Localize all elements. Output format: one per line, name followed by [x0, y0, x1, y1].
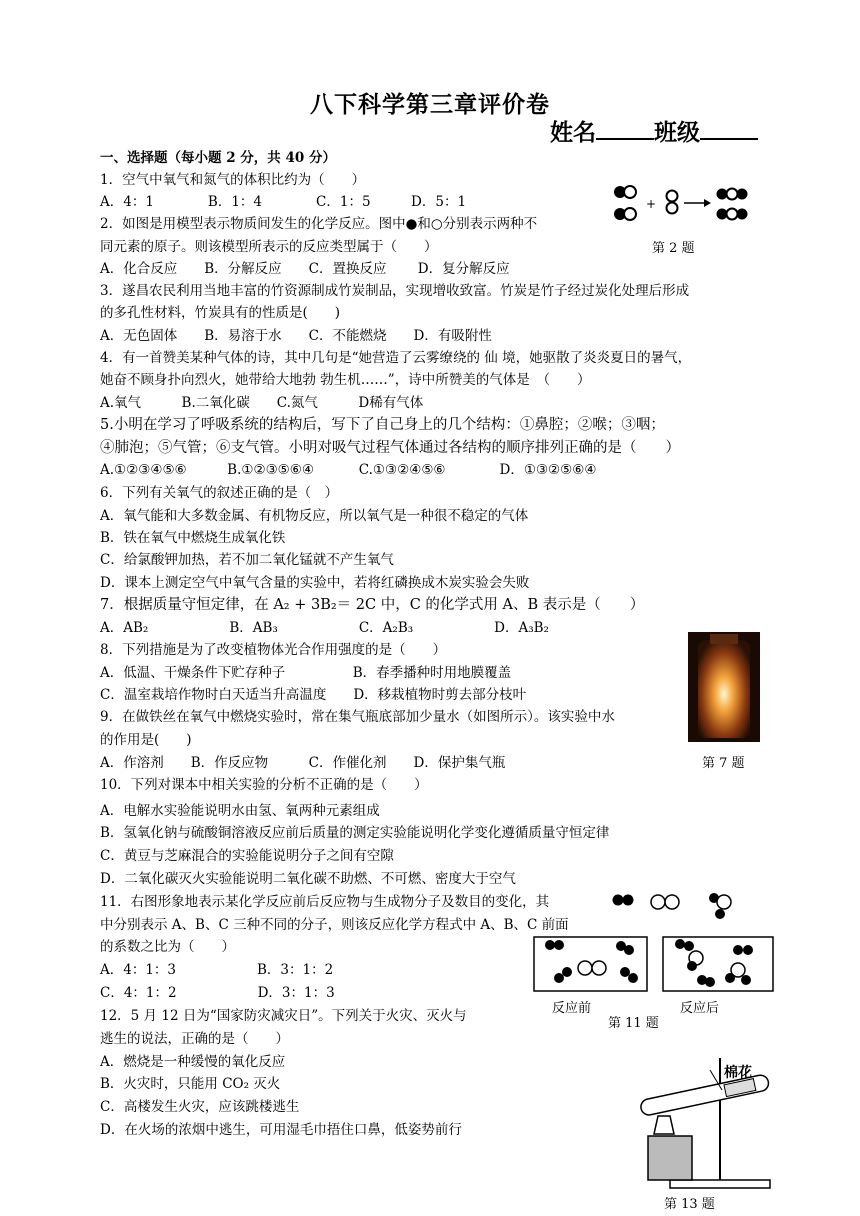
question-line: C．黄豆与芝麻混合的实验能说明分子之间有空隙	[100, 848, 394, 864]
question-line: C．高楼发生火灾，应该跳楼逃生	[100, 1099, 300, 1115]
question-line: 7．根据质量守恒定律，在 A₂ + 3B₂＝ 2C 中，C 的化学式用 A、B 表示是（ ）	[100, 597, 645, 613]
question-line: A．氧气能和大多数金属、有机物反应，所以氧气是一种很不稳定的气体	[100, 508, 529, 524]
figure-caption: 第 13 题	[664, 1197, 715, 1212]
question-line: 的作用是( )	[100, 732, 192, 748]
class-label: 班级	[654, 120, 700, 146]
before-reaction-box	[533, 936, 648, 992]
question-line: B．火灾时，只能用 CO₂ 灭火	[100, 1076, 281, 1092]
question-line: 逃生的说法，正确的是（ ）	[100, 1031, 289, 1047]
question-line: 11．右图形象地表示某化学反应前后反应物与生成物分子及数目的变化，其	[100, 894, 550, 910]
name-blank[interactable]	[596, 118, 654, 140]
class-blank[interactable]	[700, 118, 758, 140]
question-line: A．低温、干燥条件下贮存种子 B．春季播种时用地膜覆盖	[100, 665, 512, 681]
question-line: C．4：1：2 D．3：1：3	[100, 985, 335, 1001]
svg-text:+: +	[646, 197, 657, 211]
question-line: 1．空气中氧气和氮气的体积比约为（ ）	[100, 172, 366, 188]
question-line: 她奋不顾身扑向烈火，她带给大地勃 勃生机……”，诗中所赞美的气体是 （ ）	[100, 372, 591, 388]
before-label: 反应前	[552, 1001, 592, 1016]
question-line: 2．如图是用模型表示物质间发生的化学反应。图中●和○分别表示两种不	[100, 216, 538, 232]
question-line: 8．下列措施是为了改变植物体光合作用强度的是（ ）	[100, 642, 447, 658]
question-line: A．化合反应 B．分解反应 C．置换反应 D．复分解反应	[100, 261, 510, 277]
question-line: D．课本上测定空气中氧气含量的实验中，若将红磷换成木炭实验会失败	[100, 575, 530, 591]
question-line: 4．有一首赞美某种气体的诗，其中几句是“她营造了云雾缭绕的 仙 境，她驱散了炎炎夏日的暑气，	[100, 350, 692, 366]
question-line: C．给氯酸钾加热，若不加二氧化锰就不产生氧气	[100, 552, 394, 568]
question-line: 的多孔性材料，竹炭具有的性质是( )	[100, 305, 341, 321]
question-line: D．在火场的浓烟中逃生，可用湿毛巾捂住口鼻，低姿势前行	[100, 1122, 462, 1138]
question-line: ④肺泡；⑤气管；⑥支气管。小明对吸气过程气体通过各结构的顺序排列正确的是（ ）	[100, 440, 680, 456]
question-line: 5.小明在学习了呼吸系统的结构后，写下了自己身上的几个结构：①鼻腔；②喉；③咽；	[100, 417, 665, 433]
page-title: 八下科学第三章评价卷	[310, 92, 550, 118]
question-line: 中分别表示 A、B、C 三种不同的分子，则该反应化学方程式中 A、B、C 前面	[100, 917, 569, 933]
question-line: 的系数之比为（ ）	[100, 939, 235, 955]
question-line: 3．遂昌农民利用当地丰富的竹资源制成竹炭制品，实现增收致富。竹炭是竹子经过炭化处理后形成	[100, 283, 690, 299]
question-line: 12．5 月 12 日为“国家防灾减灾日”。下列关于火灾、灭火与	[100, 1008, 467, 1024]
question-line: A．燃烧是一种缓慢的氧化反应	[100, 1054, 286, 1070]
figure-caption: 第 7 题	[702, 756, 745, 771]
question-line: A．无色固体 B．易溶于水 C．不能燃烧 D．有吸附性	[100, 328, 492, 344]
question-line: 6．下列有关氧气的叙述正确的是（ ）	[100, 485, 339, 501]
iron-burning-photo	[688, 632, 760, 742]
question-line: A.氧气 B.二氧化碳 C.氮气 D稀有气体	[100, 395, 424, 411]
figure-caption: 第 2 题	[652, 241, 695, 256]
name-label: 姓名	[550, 120, 596, 146]
question-line: B．铁在氧气中燃烧生成氧化铁	[100, 530, 286, 546]
question-line: 10．下列对课本中相关实验的分析不正确的是（ ）	[100, 777, 428, 793]
question-line: D．二氧化碳灭火实验能说明二氧化碳不助燃、不可燃、密度大于空气	[100, 871, 516, 887]
cotton-label: 棉花	[724, 1065, 752, 1081]
question-line: 同元素的原子。则该模型所表示的反应类型属于（ ）	[100, 239, 438, 255]
question-line: A．作溶剂 B．作反应物 C．作催化剂 D．保护集气瓶	[100, 755, 506, 771]
question-line: A.①②③④⑤⑥ B.①②③⑤⑥④ C.①③②④⑤⑥ D．①③②⑤⑥④	[100, 462, 597, 478]
question-line: C．温室栽培作物时白天适当升高温度 D．移栽植物时剪去部分枝叶	[100, 687, 527, 703]
after-label: 反应后	[680, 1001, 720, 1016]
question-line: B．氢氧化钠与硫酸铜溶液反应前后质量的测定实验能说明化学变化遵循质量守恒定律	[100, 825, 610, 841]
reaction-model-figure	[610, 180, 770, 228]
question-line: A．4：1 B．1：4 C．1：5 D．5：1	[100, 194, 467, 210]
after-reaction-box	[662, 936, 774, 992]
molecule-legend	[610, 890, 750, 920]
heating-apparatus-figure	[630, 1056, 780, 1192]
question-line: A．电解水实验能说明水由氢、氧两种元素组成	[100, 803, 380, 819]
name-class-line	[550, 114, 758, 147]
question-line: A．4：1：3 B．3：1：2	[100, 962, 334, 978]
section-heading: 一、选择题（每小题 2 分，共 40 分）	[100, 150, 336, 166]
question-line: 9．在做铁丝在氧气中燃烧实验时，常在集气瓶底部加少量水（如图所示）。该实验中水	[100, 709, 615, 725]
question-line: A．AB₂ B．AB₃ C．A₂B₃ D．A₃B₂	[100, 620, 549, 636]
figure-caption: 第 11 题	[608, 1016, 659, 1031]
